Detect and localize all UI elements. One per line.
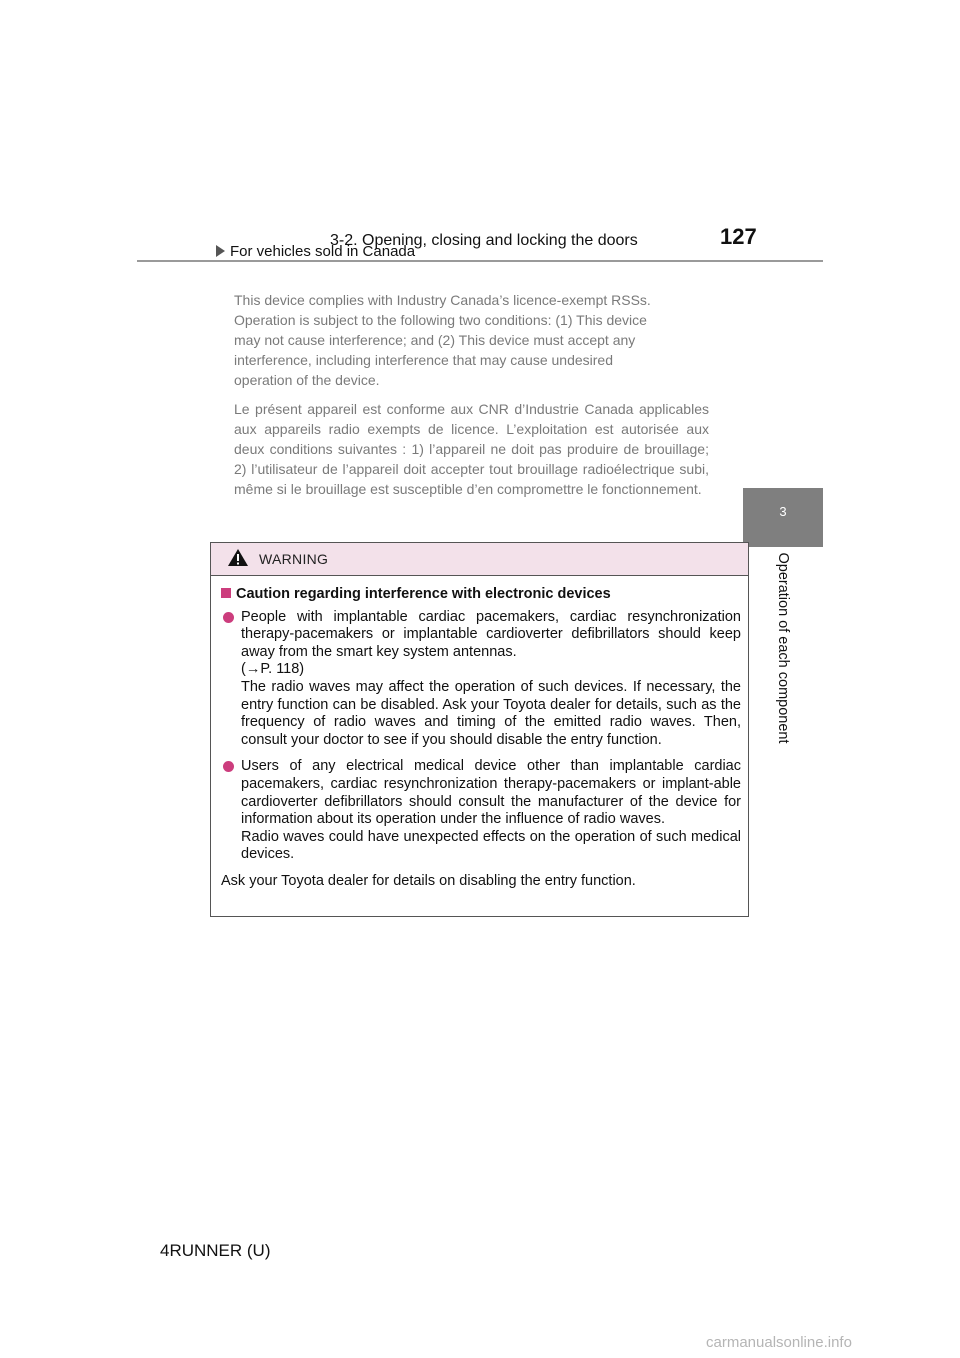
header-section-title: 3-2. Opening, closing and locking the doors (330, 232, 638, 249)
chapter-tab (743, 488, 823, 547)
triangle-bullet-icon (216, 245, 225, 257)
bullet-text: The radio waves may affect the operation of such devices. If necessary, the entry function can be disabled. Ask your Toyota dealer for details, such as the frequency of radio waves and timing of the emitted radio waves. Then, consult your doctor to see if you should disable the entry function. (241, 678, 741, 748)
notice-english-line: Operation is subject to the following two conditions: (1) This device (234, 312, 647, 328)
watermark: carmanualsonline.info (706, 1334, 852, 1351)
chapter-label: Operation of each component (775, 552, 791, 744)
subhead (216, 243, 415, 260)
footer-model: 4RUNNER (U) (160, 1241, 271, 1260)
circle-bullet-icon (223, 612, 234, 623)
bullet-text: Radio waves could have unexpected effects on the operation of such medical devices. (241, 828, 741, 863)
warning-heading-text: Caution regarding interference with electronic devices (236, 586, 611, 602)
notice-english-line: This device complies with Industry Canada’s licence-exempt RSSs. (234, 292, 651, 308)
notice-french: Le présent appareil est conforme aux CNR d’Industrie Canada applicables aux appareils radio exempts de licence. L’exploitation est autorisée aux deux conditions suivantes : 1) l’appareil ne doit pas produire de brouillage; 2) l’utilisateur de l’appareil doit accepter tout brouillage radioélectrique subi, même si le brouillage est susceptible d’en compromettre le fonctionnement. (234, 401, 709, 497)
bullet-text: (→P. 118) (241, 661, 305, 678)
notice-english-line: may not cause interference; and (2) This device must accept any (234, 332, 636, 348)
bullet-text: People with implantable cardiac pacemakers, cardiac resynchronization therapy-pacemakers or implantable cardioverter defibrillators should keep away from the smart key system antennas. (241, 608, 741, 660)
warning-header (211, 543, 748, 576)
notice-english-line: interference, including interference that may cause undesired (234, 352, 613, 368)
page-number: 127 (720, 224, 757, 249)
square-bullet-icon (221, 588, 231, 598)
header-divider (137, 260, 823, 262)
chapter-number: 3 (779, 504, 787, 519)
warning-closing: Ask your Toyota dealer for details on disabling the entry function. (221, 872, 636, 889)
warning-bullet (221, 758, 741, 864)
warning-heading (221, 586, 741, 604)
warning-triangle-icon (227, 548, 249, 567)
circle-bullet-icon (223, 761, 234, 772)
warning-bullet (221, 609, 741, 750)
bullet-text: Users of any electrical medical device other than implantable cardiac pacemakers, cardiac resynchronization therapy-pacemakers or implant-able cardioverter defibrillators should consult the manufacturer of the device for information about its operation under the influence of radio waves. (241, 758, 741, 828)
subhead-text: For vehicles sold in Canada (230, 243, 416, 260)
notice-english-line: operation of the device. (234, 372, 380, 388)
notice-english (234, 290, 709, 390)
warning-body (211, 576, 748, 891)
warning-title: WARNING (259, 551, 329, 567)
warning-box (210, 542, 749, 917)
